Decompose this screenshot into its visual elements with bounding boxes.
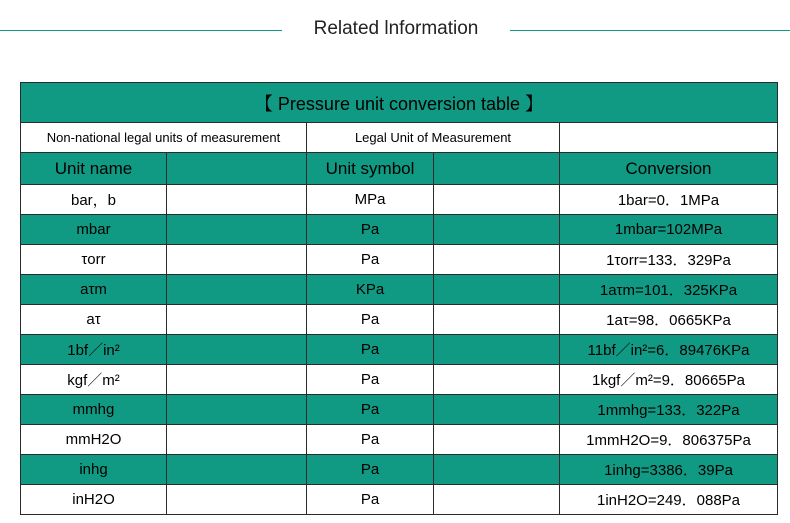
empty-cell: [434, 335, 560, 365]
empty-cell: [167, 455, 307, 485]
conversion-cell: 1inH2O=249．088Pa: [560, 485, 778, 515]
empty-cell: [434, 185, 560, 215]
conversion-cell: 11bf／in²=6．89476KPa: [560, 335, 778, 365]
empty-cell: [434, 455, 560, 485]
table-row: [21, 215, 778, 245]
unit-symbol-cell: Pa: [307, 395, 434, 425]
empty-cell: [434, 425, 560, 455]
unit-symbol-header: Unit symbol: [307, 153, 434, 185]
table-row: [21, 455, 778, 485]
section-title: Related lnformation: [313, 18, 479, 39]
conversion-cell: 1aτm=101．325KPa: [560, 275, 778, 305]
table-row: [21, 335, 778, 365]
empty-cell: [167, 395, 307, 425]
table-header-row: [21, 153, 778, 185]
table-title: 【 Pressure unit conversion table 】: [21, 83, 778, 123]
pressure-conversion-table-wrapper: [20, 82, 777, 515]
empty-cell: [167, 485, 307, 515]
empty-cell: [434, 275, 560, 305]
unit-symbol-cell: Pa: [307, 425, 434, 455]
empty-cell: [434, 245, 560, 275]
empty-cell: [434, 485, 560, 515]
conversion-cell: 1mmhg=133．322Pa: [560, 395, 778, 425]
unit-symbol-cell: Pa: [307, 455, 434, 485]
unit-symbol-cell: Pa: [307, 365, 434, 395]
table-row: [21, 185, 778, 215]
unit-symbol-cell: Pa: [307, 485, 434, 515]
heading-divider-right: [510, 30, 790, 31]
unit-name-header: Unit name: [21, 153, 167, 185]
empty-cell: [167, 275, 307, 305]
empty-cell: [167, 215, 307, 245]
table-row: [21, 245, 778, 275]
empty-cell: [167, 425, 307, 455]
empty-cell: [167, 245, 307, 275]
unit-name-cell: mmhg: [21, 395, 167, 425]
conversion-cell: 1bar=0．1MPa: [560, 185, 778, 215]
table-row: [21, 365, 778, 395]
unit-name-cell: aτm: [21, 275, 167, 305]
section-heading: [0, 14, 790, 48]
unit-name-cell: mmH2O: [21, 425, 167, 455]
table-row: [21, 305, 778, 335]
empty-cell: [434, 395, 560, 425]
empty-cell: [434, 305, 560, 335]
table-category-row: [21, 123, 778, 153]
non-legal-units-label: Non-national legal units of measurement: [21, 123, 307, 153]
conversion-cell: 1kgf／m²=9．80665Pa: [560, 365, 778, 395]
table-row: [21, 485, 778, 515]
unit-name-cell: aτ: [21, 305, 167, 335]
unit-symbol-cell: Pa: [307, 245, 434, 275]
unit-symbol-cell: KPa: [307, 275, 434, 305]
unit-name-cell: 1bf／in²: [21, 335, 167, 365]
empty-cell: [434, 365, 560, 395]
unit-symbol-cell: Pa: [307, 305, 434, 335]
legal-units-label: Legal Unit of Measurement: [307, 123, 560, 153]
unit-name-cell: inH2O: [21, 485, 167, 515]
conversion-cell: 1inhg=3386．39Pa: [560, 455, 778, 485]
empty-header-cell: [434, 153, 560, 185]
empty-label-cell: [560, 123, 778, 153]
unit-symbol-cell: Pa: [307, 335, 434, 365]
unit-name-cell: kgf／m²: [21, 365, 167, 395]
table-row: [21, 425, 778, 455]
unit-name-cell: τorr: [21, 245, 167, 275]
empty-cell: [434, 215, 560, 245]
table-row: [21, 395, 778, 425]
heading-divider-left: [0, 30, 282, 31]
unit-symbol-cell: MPa: [307, 185, 434, 215]
empty-cell: [167, 335, 307, 365]
conversion-cell: 1τorr=133．329Pa: [560, 245, 778, 275]
conversion-header: Conversion: [560, 153, 778, 185]
conversion-cell: 1aτ=98．0665KPa: [560, 305, 778, 335]
empty-cell: [167, 185, 307, 215]
empty-header-cell: [167, 153, 307, 185]
empty-cell: [167, 365, 307, 395]
unit-name-cell: bar，b: [21, 185, 167, 215]
table-row: [21, 275, 778, 305]
unit-name-cell: inhg: [21, 455, 167, 485]
pressure-conversion-table: [20, 82, 778, 515]
conversion-cell: 1mbar=102MPa: [560, 215, 778, 245]
unit-symbol-cell: Pa: [307, 215, 434, 245]
empty-cell: [167, 305, 307, 335]
conversion-cell: 1mmH2O=9．806375Pa: [560, 425, 778, 455]
unit-name-cell: mbar: [21, 215, 167, 245]
table-title-row: [21, 83, 778, 123]
